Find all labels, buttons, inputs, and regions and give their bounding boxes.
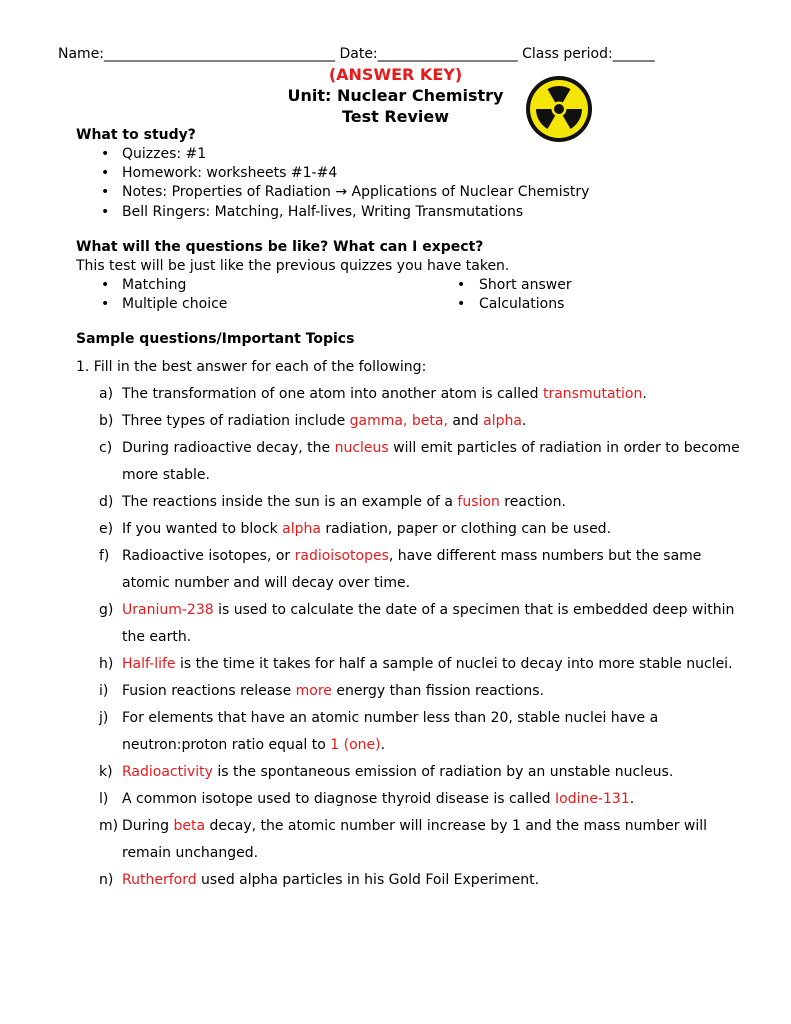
item-label: b) — [99, 413, 114, 429]
sample-heading: Sample questions/Important Topics — [76, 331, 355, 347]
bullet-icon: • — [101, 296, 110, 312]
item-j-text: For elements that have an atomic number less than 20, stable nuclei have a — [122, 710, 659, 726]
answer: nucleus — [334, 440, 389, 456]
item-a-text: The transformation of one atom into another atom is called transmutation. — [122, 386, 647, 402]
item-label: h) — [99, 656, 114, 672]
answer: beta — [173, 818, 206, 834]
item-label: m) — [99, 818, 119, 834]
study-item: Quizzes: #1 — [122, 146, 207, 162]
answer: Uranium-238 — [122, 602, 214, 618]
expect-intro: This test will be just like the previous quizzes you have taken. — [76, 258, 510, 274]
item-n-text: Rutherford used alpha particles in his Gold Foil Experiment. — [122, 872, 540, 888]
item-g-line2: the earth. — [122, 629, 192, 645]
item-label: n) — [99, 872, 114, 888]
answer: Rutherford — [122, 872, 197, 888]
item-d-text: The reactions inside the sun is an example of a fusion reaction. — [122, 494, 566, 510]
radiation-hazard-icon — [524, 74, 594, 144]
answer: radioisotopes — [294, 548, 389, 564]
study-heading: What to study? — [76, 127, 196, 143]
study-item: Homework: worksheets #1-#4 — [122, 165, 338, 181]
item-m-line2: remain unchanged. — [122, 845, 259, 861]
item-label: g) — [99, 602, 114, 618]
expect-item: Multiple choice — [122, 296, 228, 312]
question-1: 1. Fill in the best answer for each of the following: — [76, 359, 427, 375]
answer: alpha — [483, 413, 522, 429]
answer: Half-life — [122, 656, 176, 672]
item-label: d) — [99, 494, 114, 510]
bullet-icon: • — [101, 146, 110, 162]
bullet-icon: • — [101, 204, 110, 220]
item-b-text: Three types of radiation include gamma, beta, and alpha. — [122, 413, 527, 429]
item-i-text: Fusion reactions release more energy than fission reactions. — [122, 683, 544, 699]
answer: Iodine-131 — [555, 791, 630, 807]
answer: fusion — [457, 494, 500, 510]
bullet-icon: • — [457, 296, 466, 312]
item-label: c) — [99, 440, 113, 456]
bullet-icon: • — [101, 165, 110, 181]
item-f-line2: atomic number and will decay over time. — [122, 575, 411, 591]
item-j-line2: neutron:proton ratio equal to 1 (one). — [122, 737, 386, 753]
item-h-text: Half-life is the time it takes for half a sample of nuclei to decay into more stable nuclei. — [122, 656, 733, 672]
answer: Radioactivity — [122, 764, 213, 780]
study-item: Bell Ringers: Matching, Half-lives, Writing Transmutations — [122, 204, 524, 220]
answer: more — [295, 683, 332, 699]
bullet-icon: • — [101, 277, 110, 293]
answer: gamma, beta, — [349, 413, 448, 429]
item-g-text: Uranium-238 is used to calculate the date of a specimen that is embedded deep within — [122, 602, 735, 618]
expect-item: Short answer — [479, 277, 572, 293]
answer: alpha — [282, 521, 321, 537]
item-f-text: Radioactive isotopes, or radioisotopes, have different mass numbers but the same — [122, 548, 702, 564]
item-label: i) — [99, 683, 109, 699]
bullet-icon: • — [457, 277, 466, 293]
item-k-text: Radioactivity is the spontaneous emission of radiation by an unstable nucleus. — [122, 764, 674, 780]
item-c-text: During radioactive decay, the nucleus will emit particles of radiation in order to become — [122, 440, 740, 456]
name-date-period-line: Name:_________________________________ Date:____________________ Class period:______ — [58, 46, 655, 62]
item-label: f) — [99, 548, 110, 564]
item-label: l) — [99, 791, 109, 807]
answer-key-label: (ANSWER KEY) — [328, 65, 463, 84]
item-m-text: During beta decay, the atomic number will increase by 1 and the mass number will — [122, 818, 708, 834]
item-c-line2: more stable. — [122, 467, 210, 483]
item-l-text: A common isotope used to diagnose thyroid disease is called Iodine-131. — [122, 791, 635, 807]
bullet-icon: • — [101, 184, 110, 200]
item-label: a) — [99, 386, 114, 402]
answer: 1 (one) — [330, 737, 381, 753]
study-item: Notes: Properties of Radiation → Applications of Nuclear Chemistry — [122, 184, 590, 200]
item-label: j) — [99, 710, 109, 726]
expect-item: Matching — [122, 277, 187, 293]
item-label: k) — [99, 764, 113, 780]
unit-title: Unit: Nuclear Chemistry — [287, 86, 504, 105]
expect-heading: What will the questions be like? What can I expect? — [76, 239, 484, 255]
answer: transmutation — [542, 386, 643, 402]
test-review-title: Test Review — [341, 107, 450, 126]
item-e-text: If you wanted to block alpha radiation, paper or clothing can be used. — [122, 521, 612, 537]
item-label: e) — [99, 521, 114, 537]
expect-item: Calculations — [479, 296, 565, 312]
